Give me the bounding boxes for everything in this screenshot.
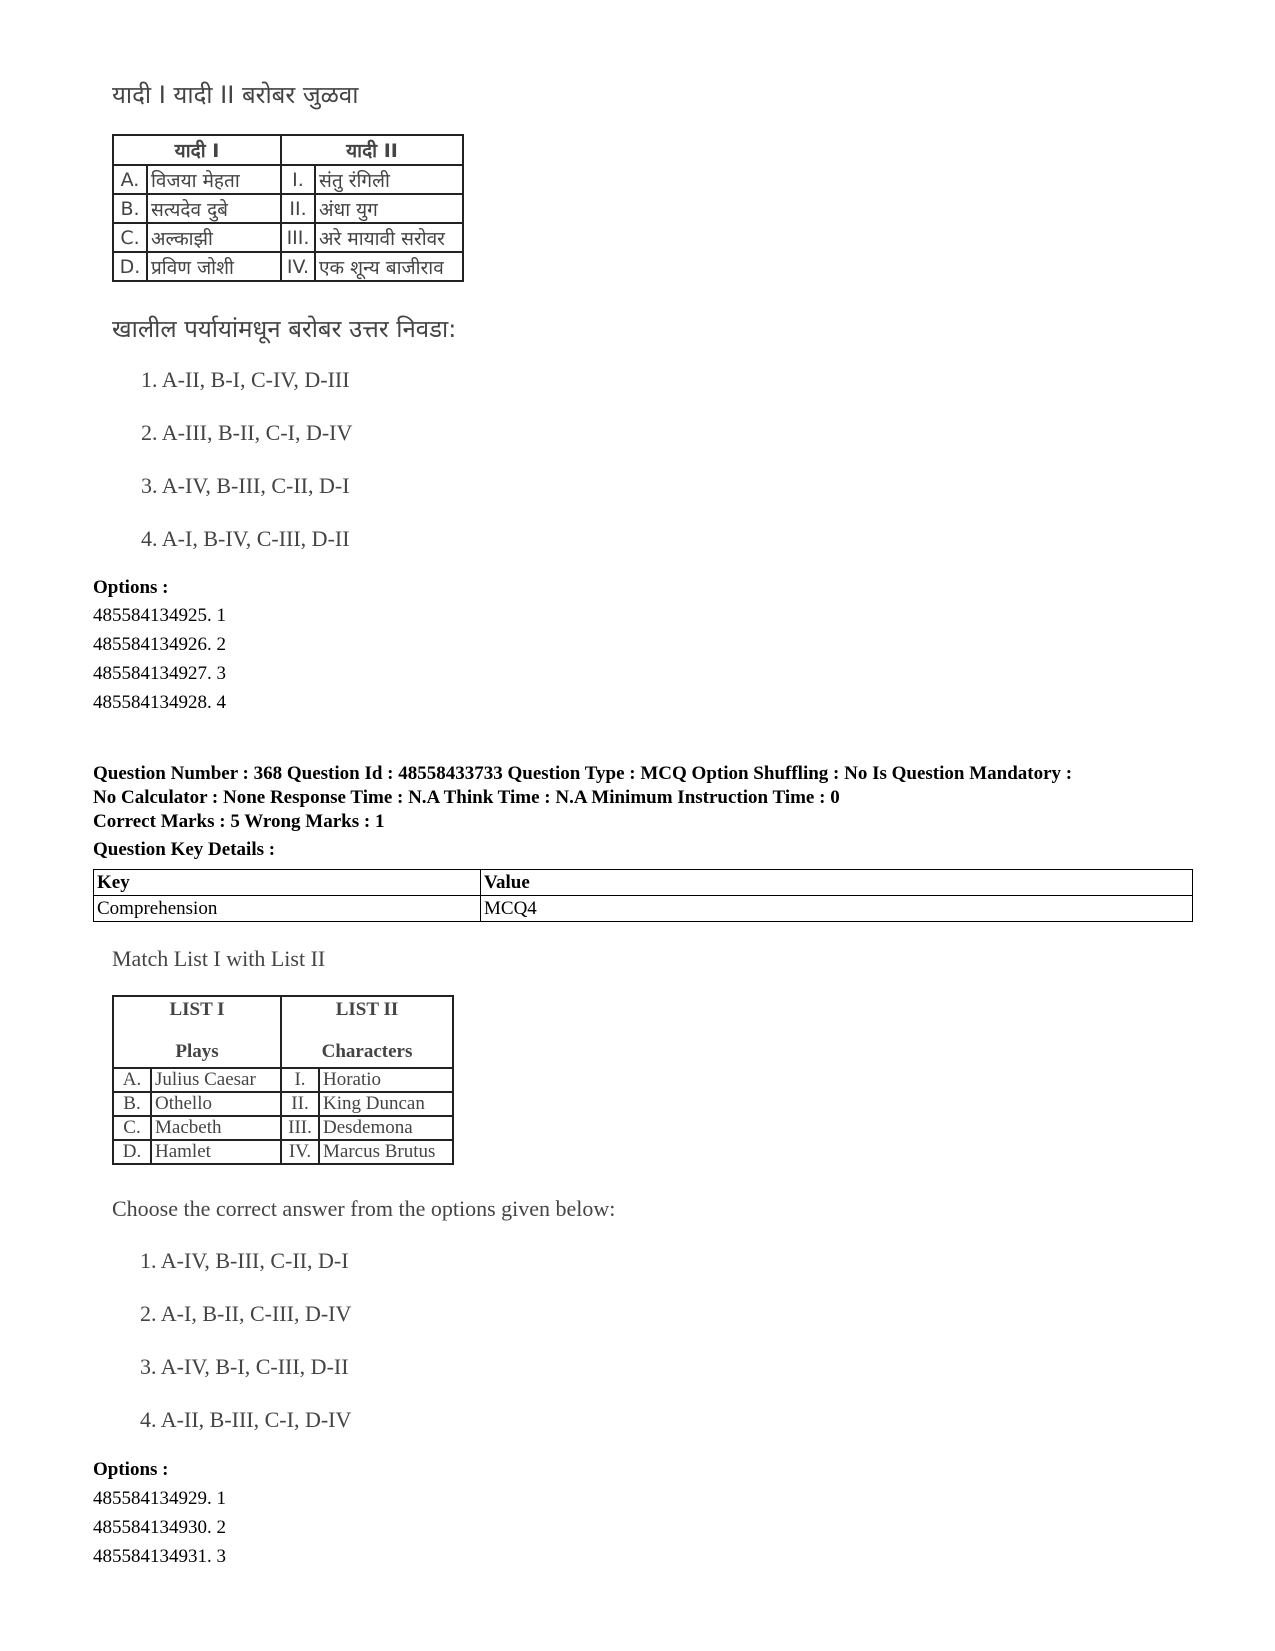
q2-options-label: Options :: [93, 1459, 169, 1480]
q2-option-1: 485584134929. 1: [93, 1488, 226, 1509]
key-cell: Comprehension: [94, 896, 481, 922]
play-cell: Macbeth: [151, 1116, 281, 1140]
key-table-header-row: [94, 870, 1193, 896]
q1-option-2: 485584134926. 2: [93, 634, 226, 655]
list-2-item: संतु रंगिली: [315, 165, 463, 194]
table-row: [94, 896, 1193, 922]
q2-choice-2: 2. A-I, B-II, C-III, D-IV: [140, 1301, 352, 1326]
key-details-table: [93, 869, 1193, 922]
list-2-header: यादी II: [281, 135, 463, 165]
row-label: III.: [281, 1116, 319, 1140]
play-cell: Julius Caesar: [151, 1068, 281, 1092]
question-meta: [93, 762, 1193, 810]
q2-choice-1: 1. A-IV, B-III, C-II, D-I: [140, 1248, 349, 1273]
character-cell: Horatio: [319, 1068, 453, 1092]
list-1-item: विजया मेहता: [147, 165, 281, 194]
row-label: C.: [113, 1116, 151, 1140]
row-label: B.: [113, 1092, 151, 1116]
q1-choice-2: 2. A-III, B-II, C-I, D-IV: [141, 420, 353, 445]
row-label: II.: [281, 194, 315, 223]
list-1-item: प्रविण जोशी: [147, 252, 281, 281]
q1-option-1: 485584134925. 1: [93, 605, 226, 626]
row-label: IV.: [281, 252, 315, 281]
list-1-title: LIST I: [169, 999, 225, 1020]
q1-options-label: Options :: [93, 577, 169, 598]
list-1-item: अल्काझी: [147, 223, 281, 252]
q1-option-3: 485584134927. 3: [93, 663, 226, 684]
row-label: III.: [281, 223, 315, 252]
list-1-subtitle: Plays: [175, 1041, 219, 1062]
list-1-header: [113, 996, 281, 1068]
q1-prompt: यादी I यादी II बरोबर जुळवा: [112, 81, 359, 109]
value-cell: MCQ4: [481, 896, 1193, 922]
question-marks: Correct Marks : 5 Wrong Marks : 1: [93, 811, 385, 832]
table-header-row: [113, 135, 463, 165]
row-label: C.: [113, 223, 147, 252]
q2-match-table: [112, 995, 454, 1165]
table-row: [113, 252, 463, 281]
list-2-item: अंधा युग: [315, 194, 463, 223]
row-label: D.: [113, 1140, 151, 1164]
row-label: D.: [113, 252, 147, 281]
q1-instruction: खालील पर्यायांमधून बरोबर उत्तर निवडा:: [112, 315, 457, 343]
character-cell: Marcus Brutus: [319, 1140, 453, 1164]
table-row: [113, 1140, 453, 1164]
table-row: [113, 223, 463, 252]
q2-option-3: 485584134931. 3: [93, 1546, 226, 1567]
q2-option-2: 485584134930. 2: [93, 1517, 226, 1538]
row-label: II.: [281, 1092, 319, 1116]
play-cell: Hamlet: [151, 1140, 281, 1164]
character-cell: King Duncan: [319, 1092, 453, 1116]
list-1-header: यादी I: [113, 135, 281, 165]
q2-choice-3: 3. A-IV, B-I, C-III, D-II: [140, 1354, 349, 1379]
row-label: I.: [281, 1068, 319, 1092]
q1-match-table: [112, 134, 464, 282]
list-2-item: अरे मायावी सरोवर: [315, 223, 463, 252]
q1-choice-1: 1. A-II, B-I, C-IV, D-III: [141, 367, 350, 392]
character-cell: Desdemona: [319, 1116, 453, 1140]
list-2-header: [281, 996, 453, 1068]
table-row: [113, 1116, 453, 1140]
row-label: A.: [113, 165, 147, 194]
key-details-label: Question Key Details :: [93, 839, 276, 860]
q2-instruction: Choose the correct answer from the options given below:: [112, 1196, 616, 1221]
table-row: [113, 1092, 453, 1116]
row-label: I.: [281, 165, 315, 194]
q1-option-4: 485584134928. 4: [93, 692, 226, 713]
list-2-title: LIST II: [335, 999, 399, 1020]
q2-choice-4: 4. A-II, B-III, C-I, D-IV: [140, 1407, 352, 1432]
list-2-subtitle: Characters: [321, 1041, 413, 1062]
list-1-item: सत्यदेव दुबे: [147, 194, 281, 223]
question-meta-line-1: Question Number : 368 Question Id : 48558433733 Question Type : MCQ Option Shuffling : No Is Question Mandatory :: [93, 763, 1073, 784]
key-column-header: Key: [94, 870, 481, 896]
row-label: B.: [113, 194, 147, 223]
list-2-item: एक शून्य बाजीराव: [315, 252, 463, 281]
table-header-row: [113, 996, 453, 1068]
question-meta-line-2: No Calculator : None Response Time : N.A Think Time : N.A Minimum Instruction Time : 0: [93, 787, 840, 808]
q1-choice-3: 3. A-IV, B-III, C-II, D-I: [141, 473, 350, 498]
row-label: IV.: [281, 1140, 319, 1164]
table-row: [113, 165, 463, 194]
q2-prompt: Match List I with List II: [112, 946, 326, 971]
q1-choice-4: 4. A-I, B-IV, C-III, D-II: [141, 526, 350, 551]
value-column-header: Value: [481, 870, 1193, 896]
table-row: [113, 1068, 453, 1092]
play-cell: Othello: [151, 1092, 281, 1116]
row-label: A.: [113, 1068, 151, 1092]
table-row: [113, 194, 463, 223]
